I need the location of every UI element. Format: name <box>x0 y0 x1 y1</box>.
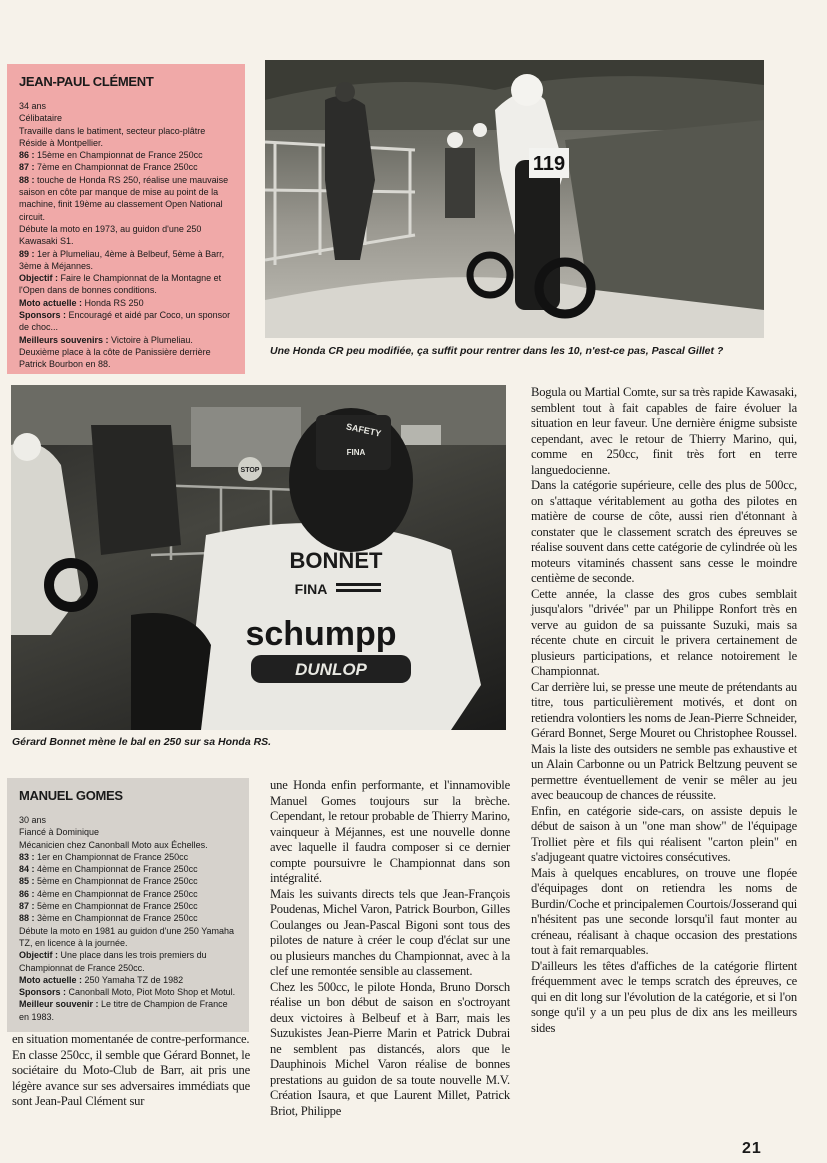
profile-line-label: Meilleur souvenir : <box>19 999 99 1010</box>
photo-honda-cr-rider <box>265 60 764 338</box>
profile-name: JEAN-PAUL CLÉMENT <box>19 74 154 89</box>
profile-line-text: Débute la moto en 1973, au guidon d'une 250 Kawasaki S1. <box>19 223 202 247</box>
profile-line-text: Victoire à Plumeliau. Deuxième place à la côte de Panissière derrière Patrick Bourbon en 88. <box>19 334 211 370</box>
profile-line <box>19 297 235 309</box>
profile-line <box>19 100 235 112</box>
profile-line <box>19 137 235 149</box>
profile-line <box>19 174 235 223</box>
article-paragraph: Cette année, la classe des gros cubes semblait jusqu'alors "drivée" par un Philippe Ronfort très en verve au guidon de sa puissante Suzuki, mais sa récente chute en circuit le privera certainement de plusieurs participations, et relance notoirement le Championnat. <box>531 586 797 678</box>
profile-line-text: Mécanicien chez Canonball Moto aux Échelles. <box>19 839 208 850</box>
profile-line-text: 34 ans <box>19 101 47 111</box>
bib-number: 119 <box>532 153 566 175</box>
profile-line-text: 15ème en Championnat de France 250cc <box>37 150 203 161</box>
profile-line-text: Réside à Montpellier. <box>19 137 104 148</box>
profile-line-text: 4ème en Championnat de France 250cc <box>37 864 198 875</box>
profile-line <box>19 272 235 297</box>
profile-line <box>19 900 239 912</box>
article-column-left <box>12 1032 250 1110</box>
profile-line <box>19 125 235 137</box>
profile-line <box>19 248 235 273</box>
profile-line <box>19 912 239 924</box>
profile-line-text: Honda RS 250 <box>84 297 144 308</box>
helmet-text: SAFETY <box>345 421 383 439</box>
profile-line-label: 86 : <box>19 888 35 899</box>
profile-line-label: Meilleurs souvenirs : <box>19 334 109 345</box>
profile-line-text: Canonball Moto, Piot Moto Shop et Motul. <box>68 987 236 998</box>
article-paragraph: D'ailleurs les têtes d'affiches de la catégorie flirtent fréquemment avec le temps scratch des épreuves, ce qui en dit long sur l'évolution de la catégorie, et si l'on songe qu'il y a un peu plus de dix ans les meilleurs sides <box>531 958 797 1035</box>
photo-gerard-bonnet <box>11 385 506 730</box>
article-paragraph: En classe 250cc, il semble que Gérard Bonnet, le sociétaire du Moto-Club de Barr, ait pris une légère avance sur ses adversaires immédiats que sont Jean-Paul Clément sur <box>12 1047 250 1108</box>
profile-box-manuel-gomes <box>7 778 249 1032</box>
profile-line-text: 7ème en Championnat de France 250cc <box>37 162 198 173</box>
caption-top-photo: Une Honda CR peu modifiée, ça suffit pour rentrer dans les 10, n'est-ce pas, Pascal Gillet ? <box>270 345 724 357</box>
profile-line-label: Sponsors : <box>19 310 67 321</box>
profile-line-text: Débute la moto en 1981 au guidon d'une 250 Yamaha TZ, en licence à la journée. <box>19 925 235 948</box>
profile-line-text: Faire le Championnat de la Montagne et l'Open dans de bonnes conditions. <box>19 273 222 296</box>
profile-line <box>19 839 239 851</box>
photo-illustration <box>265 60 764 338</box>
profile-line <box>19 875 239 887</box>
profile-line-label: 88 : <box>19 913 35 924</box>
profile-line-text: Célibataire <box>19 113 63 124</box>
profile-line <box>19 814 239 826</box>
profile-line-label: 85 : <box>19 876 35 887</box>
profile-line <box>19 851 239 863</box>
profile-line-text: 30 ans <box>19 815 47 825</box>
jacket-fina: FINA <box>294 581 328 597</box>
stop-sign-text: STOP <box>240 467 260 474</box>
jacket-sponsor: schumpp <box>245 615 397 653</box>
article-paragraph: Bogula ou Martial Comte, sur sa très rapide Kawasaki, semblent tout à fait capables de faire évoluer la situation en leur faveur. Une dernière énigme subsiste cependant, avec le retour de Thierry Marino, qui, comme en 250cc, finit très fort en terre languedocienne. <box>531 385 797 477</box>
profile-line-text: Fiancé à Dominique <box>19 827 100 838</box>
profile-line <box>19 949 239 974</box>
profile-line-label: Objectif : <box>19 273 59 284</box>
article-column-middle <box>270 778 510 1119</box>
profile-line-label: 86 : <box>19 150 35 161</box>
profile-name: MANUEL GOMES <box>19 788 123 803</box>
jacket-name: BONNET <box>289 548 383 573</box>
profile-line-text: 4ème en Championnat de France 250cc <box>37 888 198 899</box>
profile-line-label: 87 : <box>19 901 35 912</box>
article-column-right <box>531 385 797 1036</box>
profile-line <box>19 112 235 124</box>
profile-line-text: Encouragé et aidé par Coco, un sponsor de choc... <box>19 310 231 333</box>
profile-line-label: 88 : <box>19 174 35 185</box>
profile-line-label: Moto actuelle : <box>19 974 83 985</box>
profile-line-text: 5ème en Championnat de France 250cc <box>37 876 198 887</box>
profile-line-text: 3ème en Championnat de France 250cc <box>37 913 198 924</box>
profile-line-text: 1er en Championnat de France 250cc <box>37 851 189 862</box>
article-paragraph: Chez les 500cc, le pilote Honda, Bruno Dorsch réalise un bon début de saison en s'octroyant deux victoires à Belbeuf et à Barr, mais les Suzukistes Jean-Pierre Marin et Patrick Dubrai ne semblent pas distancés, alors que le Dauphinois Michel Varon réalise de bonnes prestations au guidon de sa toute nouvelle M.V. Création Isaura, et que Laurent Millet, Patrick Briot, Philippe <box>270 979 510 1118</box>
caption-main-photo: Gérard Bonnet mène le bal en 250 sur sa Honda RS. <box>12 736 272 748</box>
profile-line-label: Moto actuelle : <box>19 297 83 308</box>
profile-line-text: Le titre de Champion de France en 1983. <box>19 999 228 1022</box>
profile-line <box>19 334 235 371</box>
profile-line-label: Objectif : <box>19 950 59 961</box>
profile-line <box>19 925 239 950</box>
article-paragraph: Dans la catégorie supérieure, celle des plus de 500cc, on s'attaque véritablement au gotha des pilotes en matière de course de côte, aussi rien d'étonnant à constater que le classement scratch des épreuves se réalise souvent dans cette catégorie de cylindrée où les moteurs vitaminés chassent sans cesse le moindre centième de seconde. <box>531 478 797 585</box>
profile-line <box>19 826 239 838</box>
profile-line <box>19 149 235 161</box>
profile-line-label: 89 : <box>19 248 35 259</box>
profile-line-text: Travaille dans le batiment, secteur placo-plâtre <box>19 125 206 136</box>
profile-line <box>19 986 239 998</box>
page-number: 21 <box>742 1140 762 1157</box>
profile-line <box>19 309 235 334</box>
article-paragraph: Mais à quelques encablures, on trouve une flopée d'équipages dont on retiendra les noms de Burdin/Coche et principalemen Courtois/Josserand qui n'hésitent pas une seconde lorsqu'il faut monter au créneau, réalisant à chaque occasion des prestations tout à fait remarquables. <box>531 865 797 957</box>
profile-line-label: 87 : <box>19 162 35 173</box>
helmet-fina-text: FINA <box>346 448 366 457</box>
profile-box-jean-paul-clement <box>7 64 245 374</box>
profile-line <box>19 998 239 1023</box>
profile-details <box>19 814 239 1023</box>
article-paragraph: Car derrière lui, se presse une meute de prétendants au titre, tous particulièrement motivés, et dont on retiendra volontiers les noms de Jean-Pierre Schneider, Gérard Bonnet, Serge Mouret ou Christophee Roussel. Mais la liste des outsiders ne semble pas exhaustive et un Alain Carbonne ou un Patrick Beltzung peuvent se permettre éventuellement de venir se mêler au jeu avec beaucoup de chances de réussite. <box>531 679 797 802</box>
profile-line-label: Sponsors : <box>19 987 67 998</box>
profile-line <box>19 223 235 248</box>
article-paragraph: Enfin, en catégorie side-cars, on assiste depuis le début de saison à un "one man show" de l'équipage Trolliet père et fils qui réalisent "carton plein" en s'adjugeant quatre victoires consécutives. <box>531 803 797 864</box>
jacket-dunlop: DUNLOP <box>295 660 367 679</box>
profile-details <box>19 100 235 371</box>
article-paragraph: Mais les suivants directs tels que Jean-François Poudenas, Michel Varon, Patrick Bourbon, Gilles Coulanges ou Jean-Pascal Bigoni sont tous des pilotes de nature à créer le coup d'éclat sur une ou plusieurs manches du Championnat, avec à la clef une remontée sensible au classement. <box>270 886 510 978</box>
profile-line <box>19 863 239 875</box>
article-paragraph: en situation momentanée de contre-performance. <box>12 1032 250 1046</box>
profile-line-text: touche de Honda RS 250, réalise une mauvaise saison en côte par manque de mise au point de la machine, finit 19ème au classement Open National circuit. <box>19 174 229 222</box>
profile-line-label: 83 : <box>19 851 35 862</box>
profile-line-text: 250 Yamaha TZ de 1982 <box>84 974 184 985</box>
photo-illustration <box>11 385 506 730</box>
article-paragraph: une Honda enfin performante, et l'innamovible Manuel Gomes toujours sur la brèche. Cependant, le retour probable de Thierry Marino, vainqueur à Méjannes, est une nouvelle donne avec laquelle il faudra composer si ce dernier compte poursuivre le Championnat dans son intégralité. <box>270 778 510 885</box>
profile-line-text: 1er à Plumeliau, 4ème à Belbeuf, 5ème à Barr, 3ème à Méjannes. <box>19 248 225 271</box>
profile-line-text: 5ème en Championnat de France 250cc <box>37 901 198 912</box>
profile-line <box>19 888 239 900</box>
profile-line-text: Une place dans les trois premiers du Championnat de France 250cc. <box>19 950 207 973</box>
profile-line-label: 84 : <box>19 864 35 875</box>
profile-line <box>19 974 239 986</box>
profile-line <box>19 161 235 173</box>
